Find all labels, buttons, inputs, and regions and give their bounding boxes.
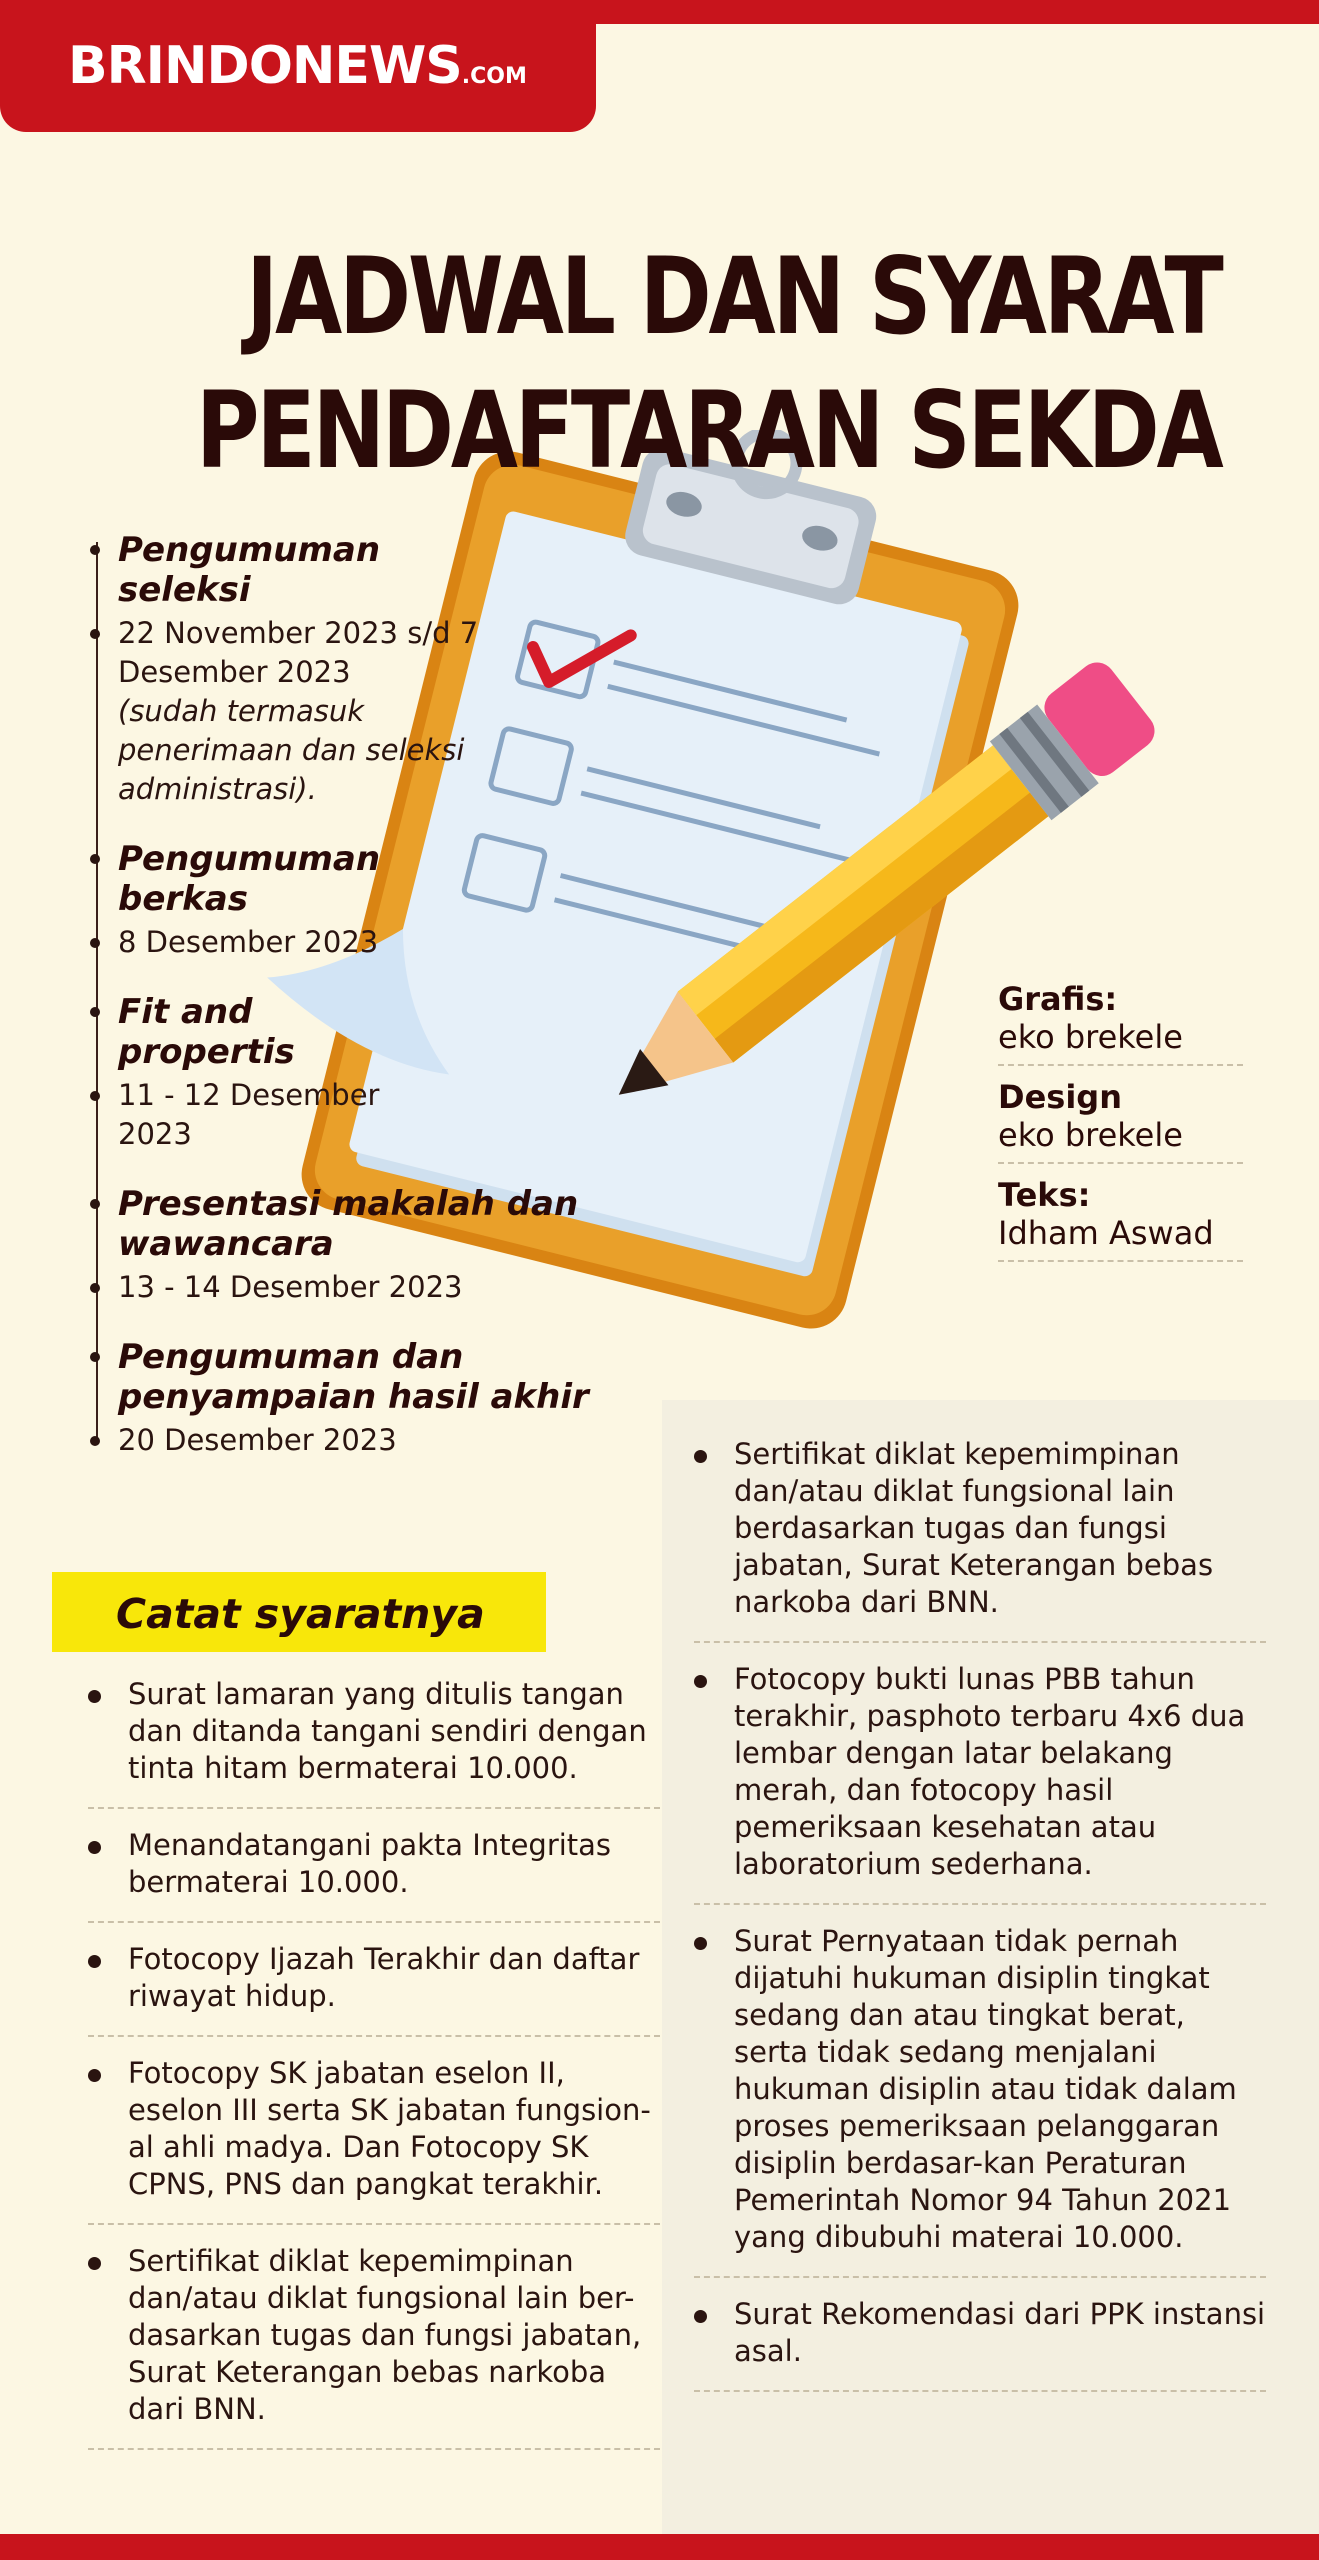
timeline-heading: Pengumuman seleksi <box>118 530 508 610</box>
title-line-2: PENDAFTARAN SEKDA <box>196 369 1221 492</box>
credit-value: eko brekele <box>998 1116 1183 1154</box>
timeline-dot <box>90 1283 100 1293</box>
requirements-heading <box>52 1572 546 1652</box>
list-item: Sertifikat diklat kepemimpinan dan/atau diklat fungsional lain berdasarkan tugas dan fungsi jabatan, Surat Keterangan bebas narkoba dari BNN. <box>694 1418 1266 1643</box>
credit-graphics <box>998 980 1243 1066</box>
requirements-heading-text: Catat syaratnya <box>116 1590 485 1638</box>
timeline-date: 22 November 2023 s/d 7 Desember 2023 <box>118 614 508 692</box>
list-item: Surat lamaran yang ditulis tangan dan ditanda tangani sendiri dengan tinta hitam bermaterai 10.000. <box>88 1658 660 1809</box>
bullet-icon <box>694 1450 707 1463</box>
timeline-date: 11 - 12 Desember 2023 <box>118 1076 418 1154</box>
timeline-date: 13 - 14 Desember 2023 <box>118 1268 638 1307</box>
timeline-item <box>90 1184 638 1307</box>
timeline-dot <box>90 938 100 948</box>
list-item: Fotocopy Ijazah Terakhir dan daftar riwayat hidup. <box>88 1923 660 2037</box>
schedule-timeline <box>90 530 650 1460</box>
list-item: Sertifikat diklat kepemimpinan dan/atau diklat fungsional lain ber-dasarkan tugas dan fungsi jabatan, Surat Keterangan bebas narkoba dari BNN. <box>88 2225 660 2450</box>
timeline-note: (sudah termasuk penerimaan dan seleksi administrasi). <box>118 694 465 806</box>
bullet-icon <box>694 1937 707 1950</box>
bullet-icon <box>88 1955 101 1968</box>
timeline-dot <box>90 854 100 864</box>
timeline-dot <box>90 1007 100 1017</box>
bullet-icon <box>88 1690 101 1703</box>
timeline-item <box>90 1337 638 1460</box>
requirements-left-column <box>88 1658 660 2450</box>
bottom-red-bar <box>0 2534 1319 2560</box>
credit-design <box>998 1078 1243 1164</box>
list-item: Surat Rekomendasi dari PPK instansi asal. <box>694 2278 1266 2392</box>
credit-label: Grafis: <box>998 980 1118 1018</box>
timeline-dot <box>90 1091 100 1101</box>
timeline-date: 8 Desember 2023 <box>118 923 418 962</box>
timeline-heading: Pengumuman dan penyampaian hasil akhir <box>118 1337 638 1417</box>
brand-name: BRINDONEWS <box>68 36 462 96</box>
bullet-icon <box>88 2069 101 2082</box>
timeline-dot <box>90 545 100 555</box>
timeline-dot <box>90 1436 100 1446</box>
brand-logo-box[interactable] <box>0 0 596 132</box>
timeline-dot <box>90 629 100 639</box>
list-item: Fotocopy SK jabatan eselon II, eselon III serta SK jabatan fungsion-al ahli madya. Dan Fotocopy SK CPNS, PNS dan pangkat terakhir. <box>88 2037 660 2225</box>
timeline-heading: Fit and propertis <box>118 992 418 1072</box>
timeline-item <box>90 992 418 1154</box>
requirements-right-column <box>694 1418 1266 2392</box>
timeline-item <box>90 530 508 809</box>
credit-label: Teks: <box>998 1176 1091 1214</box>
page-title <box>196 230 1221 498</box>
timeline-dot <box>90 1199 100 1209</box>
credit-value: eko brekele <box>998 1018 1183 1056</box>
timeline-date: 20 Desember 2023 <box>118 1421 638 1460</box>
credit-label: Design <box>998 1078 1122 1116</box>
timeline-dot <box>90 1352 100 1362</box>
list-item: Menandatangani pakta Integritas bermaterai 10.000. <box>88 1809 660 1923</box>
timeline-heading: Pengumuman berkas <box>118 839 418 919</box>
bullet-icon <box>88 2257 101 2270</box>
credit-value: Idham Aswad <box>998 1214 1214 1252</box>
brand-logo <box>68 36 527 96</box>
bullet-icon <box>88 1841 101 1854</box>
title-line-1: JADWAL DAN SYARAT <box>246 235 1221 358</box>
bullet-icon <box>694 2310 707 2323</box>
bullet-icon <box>694 1675 707 1688</box>
list-item: Fotocopy bukti lunas PBB tahun terakhir, pasphoto terbaru 4x6 dua lembar dengan latar belakang merah, dan fotocopy hasil pemeriksaan kesehatan atau laboratorium sederhana. <box>694 1643 1266 1905</box>
timeline-heading: Presentasi makalah dan wawancara <box>118 1184 638 1264</box>
list-item: Surat Pernyataan tidak pernah dijatuhi hukuman disiplin tingkat sedang dan atau tingkat berat, serta tidak sedang menjalani hukuman disiplin atau tidak dalam proses pemeriksaan pelanggaran disiplin berdasar-kan Peraturan Pemerintah Nomor 94 Tahun 2021 yang dibubuhi materai 10.000. <box>694 1905 1266 2278</box>
credit-text <box>998 1176 1243 1262</box>
timeline-item <box>90 839 418 962</box>
credits <box>998 980 1243 1274</box>
brand-suffix: .COM <box>461 64 527 89</box>
